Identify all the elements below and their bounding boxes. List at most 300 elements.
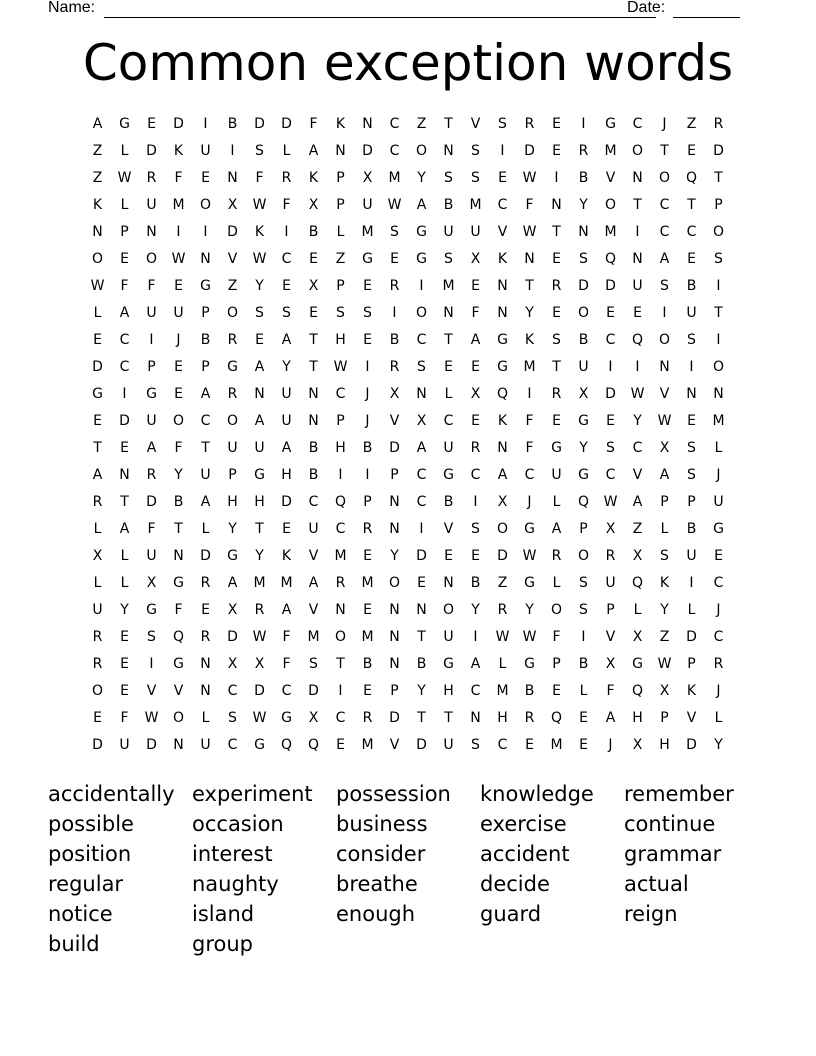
grid-letter[interactable]: X [362, 170, 373, 186]
grid-letter[interactable]: W [252, 629, 267, 645]
grid-letter[interactable]: R [713, 116, 724, 132]
grid-letter[interactable]: G [416, 251, 427, 267]
grid-letter[interactable]: F [525, 197, 534, 213]
grid-letter[interactable]: D [686, 737, 697, 753]
grid-letter[interactable]: B [470, 575, 481, 591]
grid-letter[interactable]: Z [632, 521, 643, 537]
grid-letter[interactable]: C [416, 332, 427, 348]
grid-letter[interactable]: N [524, 251, 535, 267]
grid-letter[interactable]: X [308, 278, 319, 294]
grid-letter[interactable]: E [606, 305, 615, 321]
grid-letter[interactable]: Z [416, 116, 427, 132]
grid-letter[interactable]: I [365, 467, 370, 483]
grid-letter[interactable]: O [631, 143, 644, 159]
grid-letter[interactable]: P [201, 305, 210, 321]
grid-letter[interactable]: B [578, 332, 589, 348]
grid-letter[interactable]: U [146, 548, 157, 564]
grid-letter[interactable]: E [363, 683, 372, 699]
grid-letter[interactable]: Y [255, 278, 264, 294]
grid-letter[interactable]: E [606, 413, 615, 429]
grid-letter[interactable]: P [228, 467, 237, 483]
grid-letter[interactable]: Q [631, 332, 644, 348]
grid-letter[interactable]: T [93, 440, 102, 456]
grid-letter[interactable]: X [227, 197, 238, 213]
grid-letter[interactable]: E [687, 251, 696, 267]
grid-letter[interactable]: J [365, 386, 370, 402]
grid-letter[interactable]: F [309, 116, 318, 132]
grid-letter[interactable]: S [444, 251, 453, 267]
grid-letter[interactable]: K [524, 332, 535, 348]
grid-letter[interactable]: G [443, 467, 454, 483]
grid-letter[interactable]: T [525, 278, 534, 294]
grid-letter[interactable]: H [335, 332, 346, 348]
grid-letter[interactable]: Y [390, 548, 399, 564]
grid-letter[interactable]: C [713, 575, 724, 591]
grid-letter[interactable]: S [552, 332, 561, 348]
grid-letter[interactable]: C [632, 116, 643, 132]
grid-letter[interactable]: E [471, 359, 480, 375]
grid-letter[interactable]: Q [685, 170, 698, 186]
grid-letter[interactable]: W [495, 629, 510, 645]
grid-letter[interactable]: N [659, 359, 670, 375]
grid-letter[interactable]: I [716, 278, 721, 294]
grid-letter[interactable]: D [308, 683, 319, 699]
grid-letter[interactable]: B [362, 440, 373, 456]
grid-letter[interactable]: M [361, 575, 374, 591]
grid-letter[interactable]: D [497, 548, 508, 564]
grid-letter[interactable]: M [604, 143, 617, 159]
grid-letter[interactable]: Y [660, 602, 669, 618]
grid-letter[interactable]: E [282, 278, 291, 294]
grid-letter[interactable]: U [200, 143, 211, 159]
grid-letter[interactable]: V [686, 710, 697, 726]
grid-letter[interactable]: X [632, 737, 643, 753]
grid-letter[interactable]: I [608, 359, 613, 375]
grid-letter[interactable]: N [713, 386, 724, 402]
grid-letter[interactable]: W [333, 359, 348, 375]
grid-letter[interactable]: D [605, 386, 616, 402]
grid-letter[interactable]: B [578, 170, 589, 186]
grid-letter[interactable]: S [255, 305, 264, 321]
grid-letter[interactable]: T [714, 170, 723, 186]
grid-letter[interactable]: E [687, 413, 696, 429]
grid-letter[interactable]: L [201, 521, 210, 537]
grid-letter[interactable]: U [308, 521, 319, 537]
grid-letter[interactable]: E [552, 143, 561, 159]
grid-letter[interactable]: I [230, 143, 235, 159]
grid-letter[interactable]: L [714, 710, 723, 726]
grid-letter[interactable]: F [174, 602, 183, 618]
grid-letter[interactable]: R [200, 575, 211, 591]
grid-letter[interactable]: L [201, 710, 210, 726]
grid-letter[interactable]: D [173, 116, 184, 132]
grid-letter[interactable]: E [444, 548, 453, 564]
grid-letter[interactable]: G [605, 116, 616, 132]
grid-letter[interactable]: K [659, 575, 670, 591]
grid-letter[interactable]: G [578, 467, 589, 483]
grid-letter[interactable]: E [120, 629, 129, 645]
grid-letter[interactable]: Q [307, 737, 320, 753]
grid-letter[interactable]: B [443, 197, 454, 213]
grid-letter[interactable]: Z [659, 629, 670, 645]
grid-letter[interactable]: E [363, 602, 372, 618]
grid-letter[interactable]: G [551, 440, 562, 456]
grid-letter[interactable]: X [416, 413, 427, 429]
grid-letter[interactable]: D [254, 116, 265, 132]
grid-letter[interactable]: I [338, 683, 343, 699]
grid-letter[interactable]: X [605, 521, 616, 537]
grid-letter[interactable]: C [389, 116, 400, 132]
grid-letter[interactable]: L [120, 143, 129, 159]
grid-letter[interactable]: H [281, 467, 292, 483]
grid-letter[interactable]: N [173, 548, 184, 564]
grid-letter[interactable]: N [416, 386, 427, 402]
grid-letter[interactable]: A [659, 467, 670, 483]
grid-letter[interactable]: T [309, 332, 318, 348]
grid-letter[interactable]: I [500, 143, 505, 159]
grid-letter[interactable]: B [686, 521, 697, 537]
grid-letter[interactable]: G [281, 710, 292, 726]
grid-letter[interactable]: D [281, 116, 292, 132]
grid-letter[interactable]: K [92, 197, 103, 213]
grid-letter[interactable]: E [174, 278, 183, 294]
grid-letter[interactable]: T [444, 332, 453, 348]
grid-letter[interactable]: N [443, 143, 454, 159]
grid-letter[interactable]: N [389, 602, 400, 618]
grid-letter[interactable]: U [362, 197, 373, 213]
grid-letter[interactable]: A [227, 575, 238, 591]
grid-letter[interactable]: S [336, 305, 345, 321]
grid-letter[interactable]: P [687, 656, 696, 672]
grid-letter[interactable]: Y [579, 197, 588, 213]
grid-letter[interactable]: B [308, 224, 319, 240]
grid-letter[interactable]: L [120, 197, 129, 213]
grid-letter[interactable]: Y [579, 440, 588, 456]
grid-letter[interactable]: X [497, 494, 508, 510]
grid-letter[interactable]: U [200, 467, 211, 483]
grid-letter[interactable]: U [146, 197, 157, 213]
grid-letter[interactable]: E [633, 305, 642, 321]
grid-letter[interactable]: E [120, 251, 129, 267]
grid-letter[interactable]: W [657, 656, 672, 672]
grid-letter[interactable]: F [147, 521, 156, 537]
grid-letter[interactable]: B [578, 656, 589, 672]
grid-letter[interactable]: F [525, 413, 534, 429]
grid-letter[interactable]: X [578, 386, 589, 402]
grid-letter[interactable]: C [470, 467, 481, 483]
grid-letter[interactable]: C [470, 683, 481, 699]
grid-letter[interactable]: A [281, 332, 292, 348]
grid-letter[interactable]: C [443, 413, 454, 429]
grid-letter[interactable]: U [146, 413, 157, 429]
grid-letter[interactable]: U [146, 305, 157, 321]
grid-letter[interactable]: S [660, 548, 669, 564]
grid-letter[interactable]: N [389, 494, 400, 510]
grid-letter[interactable]: Q [631, 575, 644, 591]
grid-letter[interactable]: N [443, 305, 454, 321]
grid-letter[interactable]: R [146, 467, 157, 483]
grid-letter[interactable]: U [605, 575, 616, 591]
grid-letter[interactable]: N [173, 737, 184, 753]
grid-letter[interactable]: M [550, 737, 563, 753]
grid-letter[interactable]: D [416, 548, 427, 564]
grid-letter[interactable]: W [252, 710, 267, 726]
grid-letter[interactable]: B [200, 332, 211, 348]
grid-letter[interactable]: Q [577, 494, 590, 510]
grid-letter[interactable]: D [146, 737, 157, 753]
grid-letter[interactable]: C [281, 251, 292, 267]
grid-letter[interactable]: T [120, 494, 129, 510]
grid-letter[interactable]: N [200, 656, 211, 672]
grid-letter[interactable]: N [497, 305, 508, 321]
grid-letter[interactable]: Y [417, 170, 426, 186]
grid-letter[interactable]: I [689, 575, 694, 591]
grid-letter[interactable]: E [120, 656, 129, 672]
grid-letter[interactable]: B [173, 494, 184, 510]
grid-letter[interactable]: N [632, 251, 643, 267]
grid-letter[interactable]: C [659, 197, 670, 213]
grid-letter[interactable]: L [120, 575, 129, 591]
grid-letter[interactable]: U [686, 548, 697, 564]
grid-letter[interactable]: W [171, 251, 186, 267]
grid-letter[interactable]: K [335, 116, 346, 132]
grid-letter[interactable]: C [524, 467, 535, 483]
grid-letter[interactable]: L [93, 305, 102, 321]
grid-letter[interactable]: G [497, 332, 508, 348]
grid-letter[interactable]: S [579, 575, 588, 591]
grid-letter[interactable]: C [119, 332, 130, 348]
grid-letter[interactable]: B [227, 116, 238, 132]
grid-letter[interactable]: H [227, 494, 238, 510]
grid-letter[interactable]: Q [280, 737, 293, 753]
grid-letter[interactable]: L [120, 548, 129, 564]
grid-letter[interactable]: D [200, 548, 211, 564]
grid-letter[interactable]: O [604, 197, 617, 213]
grid-letter[interactable]: H [632, 710, 643, 726]
grid-letter[interactable]: B [389, 332, 400, 348]
grid-letter[interactable]: C [335, 386, 346, 402]
grid-letter[interactable]: R [227, 386, 238, 402]
grid-letter[interactable]: P [579, 521, 588, 537]
grid-letter[interactable]: K [173, 143, 184, 159]
grid-letter[interactable]: D [524, 143, 535, 159]
grid-letter[interactable]: E [552, 683, 561, 699]
grid-letter[interactable]: O [388, 575, 401, 591]
grid-letter[interactable]: A [308, 143, 319, 159]
grid-letter[interactable]: E [282, 521, 291, 537]
grid-letter[interactable]: P [390, 683, 399, 699]
grid-letter[interactable]: J [662, 116, 667, 132]
grid-letter[interactable]: Y [417, 683, 426, 699]
name-blank-line[interactable] [104, 0, 656, 18]
grid-letter[interactable]: L [687, 602, 696, 618]
grid-letter[interactable]: P [336, 278, 345, 294]
grid-letter[interactable]: A [200, 386, 211, 402]
grid-letter[interactable]: S [660, 278, 669, 294]
date-blank-line[interactable] [673, 0, 740, 18]
grid-letter[interactable]: G [524, 575, 535, 591]
grid-letter[interactable]: F [471, 305, 480, 321]
grid-letter[interactable]: N [335, 602, 346, 618]
grid-letter[interactable]: P [660, 494, 669, 510]
grid-letter[interactable]: A [416, 197, 427, 213]
grid-letter[interactable]: E [552, 413, 561, 429]
grid-letter[interactable]: Y [525, 602, 534, 618]
grid-letter[interactable]: C [605, 467, 616, 483]
grid-letter[interactable]: N [335, 143, 346, 159]
grid-letter[interactable]: S [282, 305, 291, 321]
grid-letter[interactable]: F [174, 440, 183, 456]
grid-letter[interactable]: V [659, 386, 670, 402]
grid-letter[interactable]: E [714, 548, 723, 564]
grid-letter[interactable]: Q [550, 710, 563, 726]
grid-letter[interactable]: E [552, 251, 561, 267]
grid-letter[interactable]: Q [604, 251, 617, 267]
grid-letter[interactable]: E [255, 332, 264, 348]
grid-letter[interactable]: J [716, 683, 721, 699]
grid-letter[interactable]: R [578, 143, 589, 159]
grid-letter[interactable]: A [254, 359, 265, 375]
grid-letter[interactable]: I [527, 386, 532, 402]
grid-letter[interactable]: J [716, 467, 721, 483]
grid-letter[interactable]: L [579, 683, 588, 699]
grid-letter[interactable]: E [201, 170, 210, 186]
grid-letter[interactable]: P [336, 170, 345, 186]
grid-letter[interactable]: G [362, 251, 373, 267]
grid-letter[interactable]: D [119, 413, 130, 429]
grid-letter[interactable]: W [657, 413, 672, 429]
grid-letter[interactable]: D [389, 710, 400, 726]
grid-letter[interactable]: G [200, 278, 211, 294]
grid-letter[interactable]: Y [174, 467, 183, 483]
grid-letter[interactable]: S [687, 467, 696, 483]
grid-letter[interactable]: R [605, 548, 616, 564]
grid-letter[interactable]: O [712, 224, 725, 240]
grid-letter[interactable]: G [173, 575, 184, 591]
grid-letter[interactable]: E [363, 332, 372, 348]
grid-letter[interactable]: I [122, 386, 127, 402]
grid-letter[interactable]: A [308, 575, 319, 591]
grid-letter[interactable]: X [254, 656, 265, 672]
grid-letter[interactable]: V [146, 683, 157, 699]
grid-letter[interactable]: E [552, 116, 561, 132]
grid-letter[interactable]: P [336, 413, 345, 429]
grid-letter[interactable]: K [497, 251, 508, 267]
grid-letter[interactable]: L [633, 602, 642, 618]
grid-letter[interactable]: D [578, 278, 589, 294]
grid-letter[interactable]: U [200, 737, 211, 753]
grid-letter[interactable]: N [686, 386, 697, 402]
grid-letter[interactable]: E [552, 305, 561, 321]
grid-letter[interactable]: G [254, 737, 265, 753]
grid-letter[interactable]: C [416, 494, 427, 510]
grid-letter[interactable]: F [606, 683, 615, 699]
grid-letter[interactable]: S [147, 629, 156, 645]
grid-letter[interactable]: S [471, 737, 480, 753]
grid-letter[interactable]: K [281, 548, 292, 564]
grid-letter[interactable]: O [712, 359, 725, 375]
grid-letter[interactable]: M [307, 629, 320, 645]
grid-letter[interactable]: P [147, 359, 156, 375]
grid-letter[interactable]: M [604, 224, 617, 240]
grid-letter[interactable]: S [579, 602, 588, 618]
grid-letter[interactable]: S [579, 251, 588, 267]
grid-letter[interactable]: J [527, 494, 532, 510]
grid-letter[interactable]: V [443, 521, 454, 537]
grid-letter[interactable]: A [659, 251, 670, 267]
grid-letter[interactable]: L [444, 386, 453, 402]
grid-letter[interactable]: X [92, 548, 103, 564]
grid-letter[interactable]: E [417, 575, 426, 591]
grid-letter[interactable]: I [635, 224, 640, 240]
grid-letter[interactable]: N [227, 170, 238, 186]
grid-letter[interactable]: E [336, 737, 345, 753]
grid-letter[interactable]: I [365, 359, 370, 375]
grid-letter[interactable]: L [660, 521, 669, 537]
grid-letter[interactable]: F [282, 197, 291, 213]
grid-letter[interactable]: M [712, 413, 725, 429]
grid-letter[interactable]: G [173, 656, 184, 672]
grid-letter[interactable]: S [498, 116, 507, 132]
grid-letter[interactable]: W [117, 170, 132, 186]
grid-letter[interactable]: C [281, 683, 292, 699]
grid-letter[interactable]: A [92, 467, 103, 483]
grid-letter[interactable]: S [363, 305, 372, 321]
grid-letter[interactable]: R [335, 575, 346, 591]
grid-letter[interactable]: O [550, 602, 563, 618]
grid-letter[interactable]: I [419, 521, 424, 537]
grid-letter[interactable]: O [496, 521, 509, 537]
grid-letter[interactable]: I [149, 656, 154, 672]
grid-letter[interactable]: Z [335, 251, 346, 267]
grid-letter[interactable]: C [335, 521, 346, 537]
grid-letter[interactable]: M [361, 629, 374, 645]
grid-letter[interactable]: D [686, 629, 697, 645]
grid-letter[interactable]: R [254, 602, 265, 618]
grid-letter[interactable]: O [172, 710, 185, 726]
grid-letter[interactable]: W [630, 386, 645, 402]
grid-letter[interactable]: F [255, 170, 264, 186]
grid-letter[interactable]: A [92, 116, 103, 132]
grid-letter[interactable]: A [416, 440, 427, 456]
grid-letter[interactable]: I [662, 305, 667, 321]
grid-letter[interactable]: N [551, 197, 562, 213]
grid-letter[interactable]: N [416, 602, 427, 618]
grid-letter[interactable]: E [201, 602, 210, 618]
grid-letter[interactable]: S [687, 440, 696, 456]
grid-letter[interactable]: U [686, 305, 697, 321]
grid-letter[interactable]: N [497, 278, 508, 294]
grid-letter[interactable]: X [146, 575, 157, 591]
grid-letter[interactable]: E [363, 278, 372, 294]
grid-letter[interactable]: N [200, 251, 211, 267]
grid-letter[interactable]: Z [92, 143, 103, 159]
grid-letter[interactable]: D [713, 143, 724, 159]
grid-letter[interactable]: P [120, 224, 129, 240]
grid-letter[interactable]: A [470, 656, 481, 672]
grid-letter[interactable]: W [387, 197, 402, 213]
grid-letter[interactable]: B [362, 656, 373, 672]
grid-letter[interactable]: Y [282, 359, 291, 375]
grid-letter[interactable]: Y [120, 602, 129, 618]
grid-letter[interactable]: V [470, 116, 481, 132]
grid-letter[interactable]: L [552, 575, 561, 591]
grid-letter[interactable]: S [714, 251, 723, 267]
grid-letter[interactable]: H [659, 737, 670, 753]
grid-letter[interactable]: H [254, 494, 265, 510]
grid-letter[interactable]: X [308, 710, 319, 726]
grid-letter[interactable]: G [524, 656, 535, 672]
